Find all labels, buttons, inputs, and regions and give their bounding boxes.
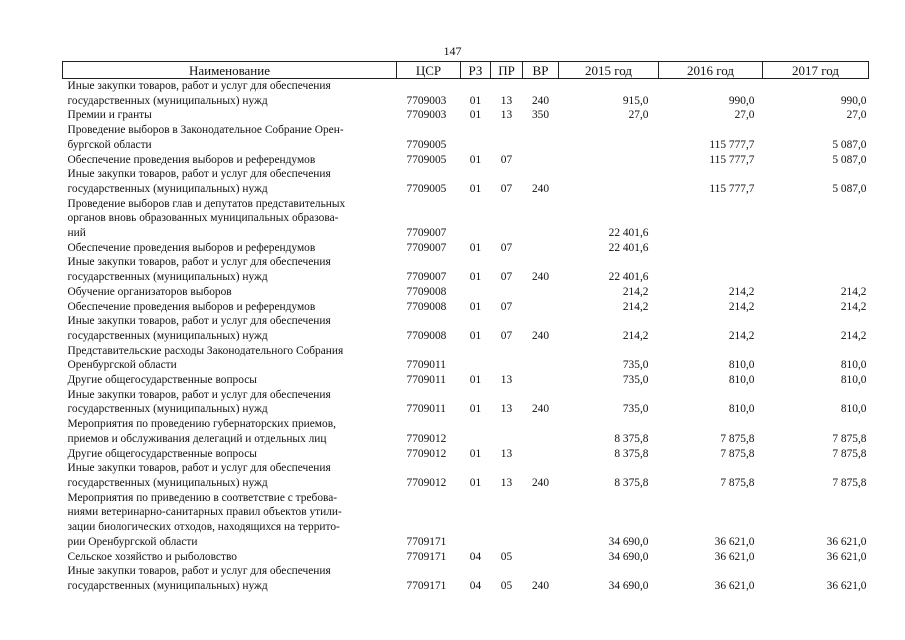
cell-name xyxy=(63,285,397,300)
cell-pr: 13 xyxy=(500,403,513,416)
cell-rz xyxy=(461,344,491,373)
cell-name-line: Иные закупки товаров, работ и услуг для обеспечения xyxy=(67,462,331,475)
cell-vr xyxy=(523,153,559,168)
cell-2016 xyxy=(659,197,763,241)
header-csr: ЦСР xyxy=(397,62,461,79)
cell-name xyxy=(63,79,397,109)
header-row xyxy=(63,62,869,79)
table-row xyxy=(63,373,869,388)
cell-csr: 7709011 xyxy=(406,359,446,372)
table-row xyxy=(63,491,869,550)
cell-pr: 05 xyxy=(500,550,513,563)
cell-2015: 8 375,8 xyxy=(614,447,649,460)
cell-2017: 214,2 xyxy=(840,285,867,298)
cell-rz: 01 xyxy=(469,476,482,489)
cell-vr: 350 xyxy=(531,109,550,122)
cell-2015: 22 401,6 xyxy=(608,271,649,284)
cell-2017: 7 875,8 xyxy=(832,447,867,460)
cell-vr xyxy=(523,417,559,446)
header-rz: РЗ xyxy=(461,62,491,79)
cell-csr: 7709007 xyxy=(406,227,447,240)
table-row xyxy=(63,300,869,315)
cell-2017: 810,0 xyxy=(840,374,867,387)
cell-name-line: Иные закупки товаров, работ и услуг для обеспечения xyxy=(67,80,331,92)
cell-name xyxy=(63,491,397,550)
cell-rz xyxy=(461,417,491,446)
cell-2015: 34 690,0 xyxy=(608,579,649,592)
cell-2016: 36 621,0 xyxy=(714,535,755,548)
cell-vr: 240 xyxy=(531,476,550,489)
cell-name-line: зации биологических отходов, находящихся на террито- xyxy=(67,521,340,534)
cell-csr: 7709171 xyxy=(406,550,447,563)
table-row xyxy=(63,167,869,196)
cell-name xyxy=(63,123,397,152)
cell-2016: 115 777,7 xyxy=(709,182,755,195)
cell-2015 xyxy=(559,123,659,152)
cell-csr: 7709011 xyxy=(406,374,446,387)
table-row xyxy=(63,108,869,123)
cell-name-line: государственных (муниципальных) нужд xyxy=(67,476,268,489)
cell-2016: 7 875,8 xyxy=(720,432,755,445)
cell-2016: 214,2 xyxy=(728,285,755,298)
cell-name xyxy=(63,344,397,373)
cell-csr: 7709012 xyxy=(406,447,447,460)
cell-2015: 22 401,6 xyxy=(608,241,649,254)
cell-vr: 240 xyxy=(531,403,550,416)
cell-name xyxy=(63,373,397,388)
cell-name-line: государственных (муниципальных) нужд xyxy=(67,579,268,592)
cell-name-line: Иные закупки товаров, работ и услуг для обеспечения xyxy=(67,168,331,181)
header-pr: ПР xyxy=(491,62,523,79)
cell-pr xyxy=(491,285,523,300)
cell-name xyxy=(63,108,397,123)
cell-2017 xyxy=(763,197,869,241)
cell-rz: 01 xyxy=(469,241,482,254)
cell-2016: 27,0 xyxy=(734,109,755,122)
cell-2017: 7 875,8 xyxy=(832,476,867,489)
cell-vr xyxy=(523,123,559,152)
table-row xyxy=(63,447,869,462)
cell-name-line: Проведение выборов в Законодательное Собрание Орен- xyxy=(67,124,344,137)
cell-name xyxy=(63,153,397,168)
cell-2016: 810,0 xyxy=(728,359,755,372)
table-row xyxy=(63,461,869,490)
cell-vr: 240 xyxy=(531,579,550,592)
cell-csr: 7709008 xyxy=(406,285,447,298)
cell-name-line: государственных (муниципальных) нужд xyxy=(67,182,268,195)
cell-2016: 214,2 xyxy=(728,300,755,313)
cell-name-line: бургской области xyxy=(67,138,152,151)
cell-csr: 7709007 xyxy=(406,271,447,284)
cell-name-line: государственных (муниципальных) нужд xyxy=(67,94,268,107)
cell-name xyxy=(63,197,397,241)
cell-rz: 01 xyxy=(469,271,482,284)
cell-name-line: Мероприятия по приведению в соответствие с требова- xyxy=(67,491,338,504)
cell-name-line: Проведение выборов глав и депутатов представительных xyxy=(67,197,346,210)
cell-2016: 36 621,0 xyxy=(714,579,755,592)
cell-2015: 735,0 xyxy=(622,374,649,387)
cell-name-line: Мероприятия по проведению губернаторских приемов, xyxy=(67,418,336,431)
cell-pr: 07 xyxy=(500,329,513,342)
cell-2017: 27,0 xyxy=(846,109,867,122)
cell-name-line: рии Оренбургской области xyxy=(67,535,198,548)
cell-2015: 8 375,8 xyxy=(614,432,649,445)
cell-2015: 34 690,0 xyxy=(608,535,649,548)
cell-2015: 735,0 xyxy=(622,403,649,416)
table-row xyxy=(63,388,869,417)
cell-2017: 810,0 xyxy=(840,403,867,416)
cell-name-line: Иные закупки товаров, работ и услуг для обеспечения xyxy=(67,388,331,401)
cell-2016 xyxy=(659,241,763,256)
cell-vr: 240 xyxy=(531,329,550,342)
cell-csr: 7709005 xyxy=(406,182,447,195)
cell-name-line: государственных (муниципальных) нужд xyxy=(67,403,268,416)
cell-name-line: ниями ветеринарно-санитарных правил объектов утили- xyxy=(67,506,342,519)
cell-csr: 7709007 xyxy=(406,241,447,254)
page-number: 147 xyxy=(443,44,462,58)
header-vr: ВР xyxy=(523,62,559,79)
cell-2017: 5 087,0 xyxy=(832,153,867,166)
header-name: Наименование xyxy=(63,62,397,79)
cell-csr: 7709008 xyxy=(406,329,447,342)
cell-pr: 13 xyxy=(500,374,513,387)
cell-rz: 01 xyxy=(469,109,482,122)
table-body xyxy=(63,79,869,594)
cell-rz: 04 xyxy=(469,579,482,592)
table-row xyxy=(63,285,869,300)
cell-name-line: государственных (муниципальных) нужд xyxy=(67,329,268,342)
cell-name-line: государственных (муниципальных) нужд xyxy=(67,271,268,284)
cell-name xyxy=(63,255,397,284)
cell-2015: 8 375,8 xyxy=(614,476,649,489)
cell-rz: 01 xyxy=(469,329,482,342)
cell-2017 xyxy=(763,241,869,256)
cell-2015: 34 690,0 xyxy=(608,550,649,563)
cell-name-line: ний xyxy=(67,227,86,240)
cell-csr: 7709011 xyxy=(406,403,446,416)
cell-name-line: Оренбургской области xyxy=(67,359,177,372)
cell-rz xyxy=(461,197,491,241)
cell-rz xyxy=(461,123,491,152)
cell-pr xyxy=(491,123,523,152)
cell-2015: 214,2 xyxy=(622,329,649,342)
cell-name-line: Иные закупки товаров, работ и услуг для обеспечения xyxy=(67,315,331,328)
cell-2017: 5 087,0 xyxy=(832,182,867,195)
header-2017: 2017 год xyxy=(763,62,869,79)
cell-name-line: Премии и гранты xyxy=(67,109,152,122)
cell-pr: 05 xyxy=(500,579,513,592)
cell-rz: 01 xyxy=(469,300,482,313)
cell-vr xyxy=(523,447,559,462)
table-row xyxy=(63,153,869,168)
cell-vr: 240 xyxy=(531,182,550,195)
cell-name xyxy=(63,550,397,565)
cell-name-line: Иные закупки товаров, работ и услуг для обеспечения xyxy=(67,565,331,578)
cell-csr: 7709008 xyxy=(406,300,447,313)
budget-table xyxy=(62,61,869,594)
cell-csr: 7709171 xyxy=(406,535,447,548)
cell-2015: 915,0 xyxy=(622,94,649,107)
table-row xyxy=(63,123,869,152)
table-header xyxy=(63,62,869,79)
cell-csr: 7709003 xyxy=(406,94,447,107)
cell-vr xyxy=(523,241,559,256)
cell-vr xyxy=(523,197,559,241)
cell-vr: 240 xyxy=(531,271,550,284)
cell-name-line: Представительские расходы Законодательного Собрания xyxy=(67,344,344,357)
cell-csr: 7709005 xyxy=(406,138,447,151)
cell-name xyxy=(63,461,397,490)
cell-rz: 01 xyxy=(469,374,482,387)
cell-2016: 115 777,7 xyxy=(709,138,755,151)
cell-name xyxy=(63,447,397,462)
cell-2016: 36 621,0 xyxy=(714,550,755,563)
cell-pr: 07 xyxy=(500,300,513,313)
cell-vr: 240 xyxy=(531,94,550,107)
cell-vr xyxy=(523,550,559,565)
cell-name-line: органов вновь образованных муниципальных образова- xyxy=(67,212,339,225)
cell-name-line: приемов и обслуживания делегаций и отдельных лиц xyxy=(67,432,327,445)
cell-name-line: Обеспечение проведения выборов и референдумов xyxy=(67,241,316,254)
cell-pr: 13 xyxy=(500,447,513,460)
cell-2017: 36 621,0 xyxy=(826,579,867,592)
cell-2017: 36 621,0 xyxy=(826,535,867,548)
table-row xyxy=(63,564,869,593)
cell-2016: 7 875,8 xyxy=(720,447,755,460)
cell-rz: 01 xyxy=(469,153,482,166)
table-row xyxy=(63,241,869,256)
cell-2016: 810,0 xyxy=(728,403,755,416)
cell-2017: 810,0 xyxy=(840,359,867,372)
cell-name xyxy=(63,167,397,196)
cell-name-line: Другие общегосударственные вопросы xyxy=(67,447,257,460)
cell-csr: 7709003 xyxy=(406,109,447,122)
table-row xyxy=(63,197,869,241)
cell-2015: 27,0 xyxy=(628,109,649,122)
cell-2017: 36 621,0 xyxy=(826,550,867,563)
table-row xyxy=(63,344,869,373)
header-2016: 2016 год xyxy=(659,62,763,79)
cell-2016: 810,0 xyxy=(728,374,755,387)
cell-vr xyxy=(523,285,559,300)
cell-name-line: Другие общегосударственные вопросы xyxy=(67,374,257,387)
cell-pr: 07 xyxy=(500,271,513,284)
cell-pr: 07 xyxy=(500,153,513,166)
table-row xyxy=(63,79,869,109)
cell-csr: 7709005 xyxy=(406,153,447,166)
table-row xyxy=(63,314,869,343)
cell-2016: 214,2 xyxy=(728,329,755,342)
cell-name xyxy=(63,564,397,593)
cell-2016: 990,0 xyxy=(728,94,755,107)
table-row xyxy=(63,417,869,446)
cell-rz: 01 xyxy=(469,182,482,195)
cell-2016 xyxy=(659,255,763,284)
cell-rz xyxy=(461,285,491,300)
cell-csr: 7709012 xyxy=(406,432,447,445)
cell-pr xyxy=(491,491,523,550)
cell-2015: 214,2 xyxy=(622,285,649,298)
cell-name xyxy=(63,300,397,315)
cell-pr: 07 xyxy=(500,241,513,254)
cell-rz xyxy=(461,491,491,550)
cell-name-line: Обеспечение проведения выборов и референдумов xyxy=(67,153,316,166)
cell-pr xyxy=(491,344,523,373)
cell-2015: 214,2 xyxy=(622,300,649,313)
cell-pr: 13 xyxy=(500,94,513,107)
cell-pr: 13 xyxy=(500,109,513,122)
cell-pr: 07 xyxy=(500,182,513,195)
cell-vr xyxy=(523,344,559,373)
cell-2015 xyxy=(559,153,659,168)
cell-pr xyxy=(491,417,523,446)
cell-rz: 01 xyxy=(469,447,482,460)
cell-2017: 214,2 xyxy=(840,300,867,313)
cell-2015: 735,0 xyxy=(622,359,649,372)
cell-name-line: Сельское хозяйство и рыболовство xyxy=(67,550,237,563)
cell-2017 xyxy=(763,255,869,284)
cell-csr: 7709171 xyxy=(406,579,447,592)
cell-vr xyxy=(523,300,559,315)
cell-vr xyxy=(523,491,559,550)
cell-2015 xyxy=(559,167,659,196)
cell-vr xyxy=(523,373,559,388)
cell-pr xyxy=(491,197,523,241)
cell-name xyxy=(63,241,397,256)
cell-2017: 7 875,8 xyxy=(832,432,867,445)
cell-2016: 7 875,8 xyxy=(720,476,755,489)
cell-2016: 115 777,7 xyxy=(709,153,755,166)
cell-2017: 214,2 xyxy=(840,329,867,342)
cell-csr: 7709012 xyxy=(406,476,447,489)
cell-pr: 13 xyxy=(500,476,513,489)
cell-2017: 5 087,0 xyxy=(832,138,867,151)
cell-rz: 01 xyxy=(469,403,482,416)
table-row xyxy=(63,255,869,284)
cell-2017: 990,0 xyxy=(840,94,867,107)
cell-name xyxy=(63,314,397,343)
cell-name-line: Обучение организаторов выборов xyxy=(67,285,232,298)
table-row xyxy=(63,550,869,565)
cell-name xyxy=(63,417,397,446)
header-2015: 2015 год xyxy=(559,62,659,79)
cell-rz: 04 xyxy=(469,550,482,563)
cell-rz: 01 xyxy=(469,94,482,107)
cell-name xyxy=(63,388,397,417)
cell-name-line: Обеспечение проведения выборов и референдумов xyxy=(67,300,316,313)
cell-2015: 22 401,6 xyxy=(608,227,649,240)
cell-name-line: Иные закупки товаров, работ и услуг для обеспечения xyxy=(67,256,331,269)
